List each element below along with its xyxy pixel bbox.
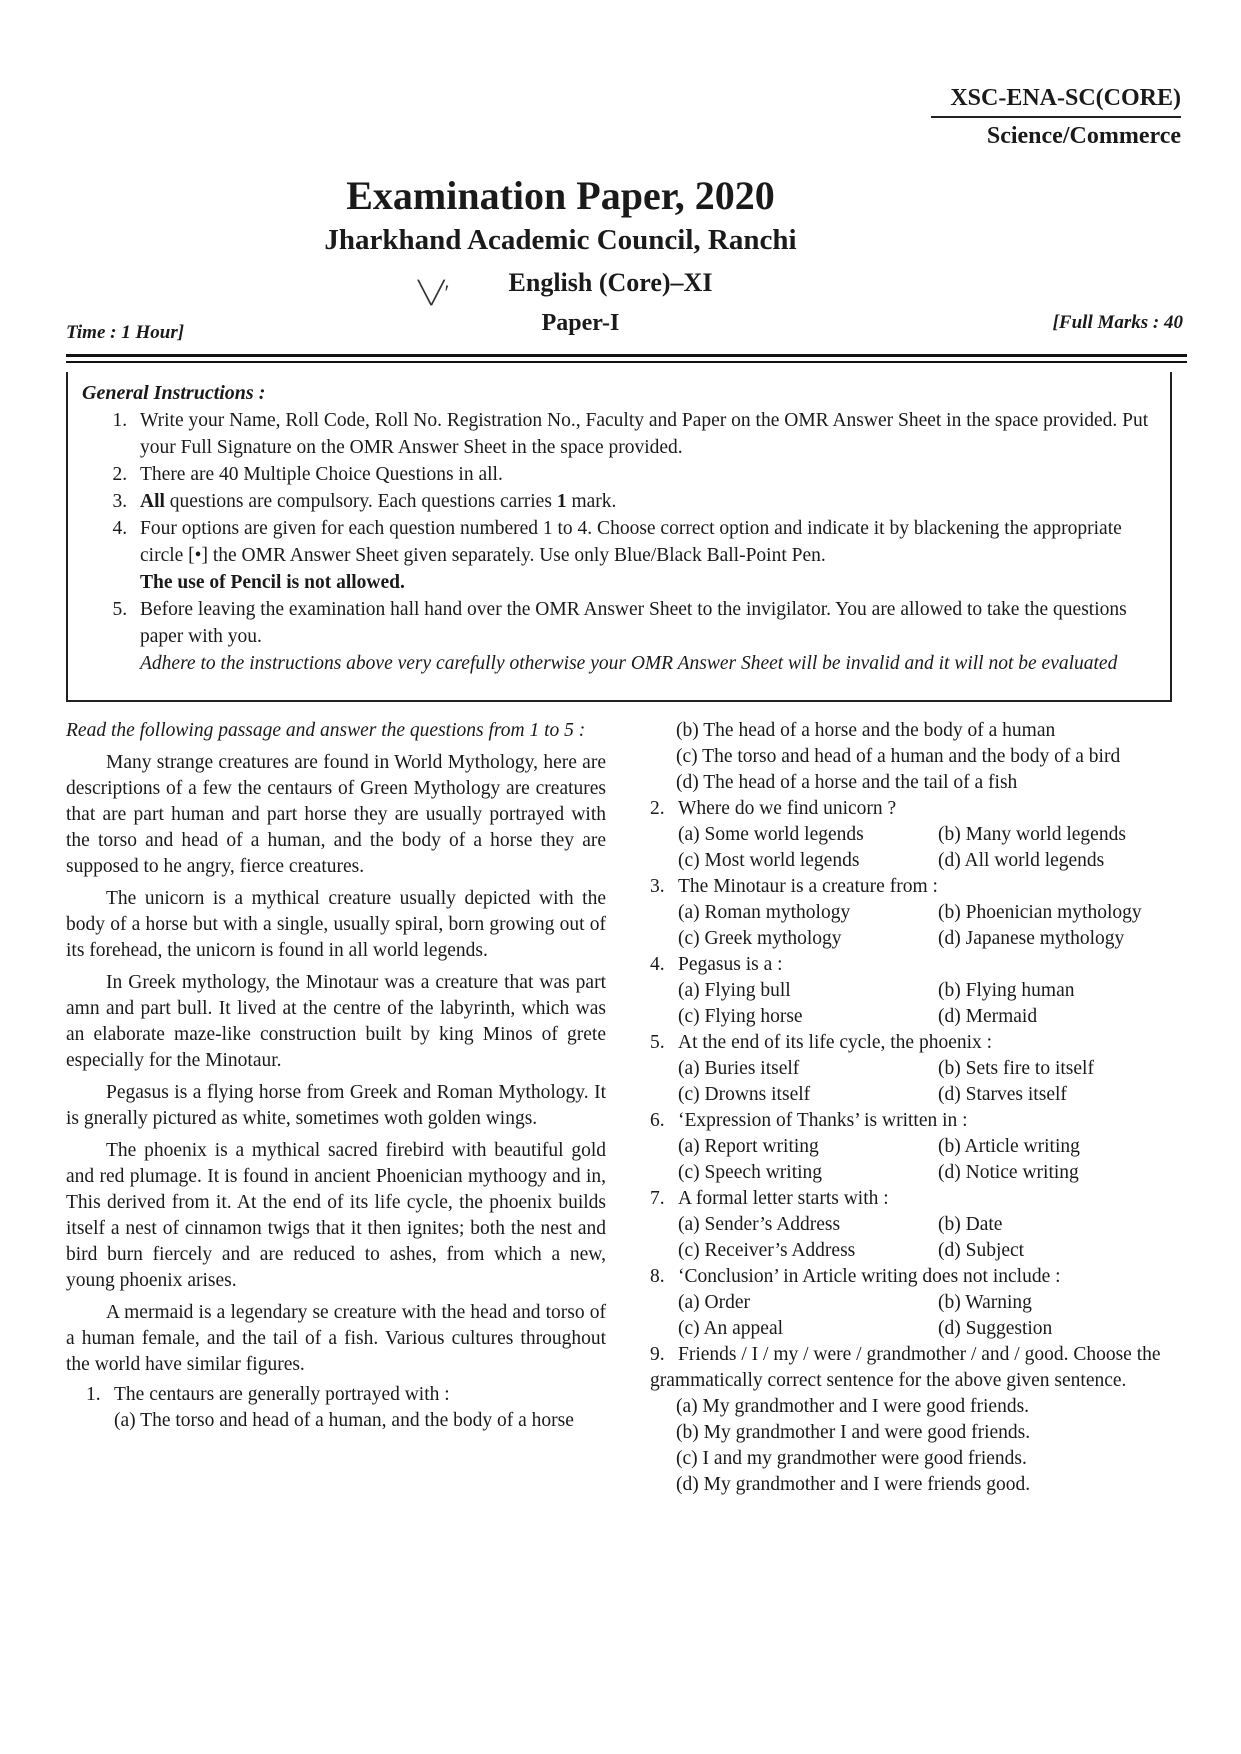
option-c: (c) An appeal [678,1318,784,1339]
question-number: 7. [650,1188,665,1209]
option-c: (c) Speech writing [678,1162,823,1183]
options-grid [650,822,1172,874]
instruction-text: questions are compulsory. Each questions carries [169,491,552,512]
left-column [66,718,606,1434]
option-b: (b) My grandmother I and were good friends. [676,1422,1031,1443]
passage-paragraph: Pegasus is a flying horse from Greek and Roman Mythology. It is gnerally pictured as white, sometimes woth golden wings. [66,1082,606,1129]
tick-mark-icon: ╲╱′ [418,280,450,305]
option-a: (a) Some world legends [678,824,864,845]
paper-name: Paper-I [541,310,620,336]
question-item [650,952,1172,1030]
options-grid [650,1290,1172,1342]
option-b: (b) The head of a horse and the body of a human [676,720,1056,741]
question-text: ‘Conclusion’ in Article writing does not include : [678,1266,1061,1287]
option-c: (c) Flying horse [678,1006,803,1027]
question-number: 8. [650,1266,665,1287]
question-stem [650,952,1172,978]
question-stem [650,1030,1172,1056]
question-number: 2. [650,798,665,819]
option-d: (d) Japanese mythology [938,928,1125,949]
instruction-bold: The use of Pencil is not allowed. [140,572,405,593]
header-rule-bottom [66,361,1187,363]
option-a: (a) Buries itself [678,1058,800,1079]
options-grid [650,978,1172,1030]
exam-title: Examination Paper, 2020 [346,173,775,218]
question-stem [650,796,1172,822]
question-stem [650,874,1172,900]
council-name: Jharkhand Academic Council, Ranchi [324,224,797,256]
time-allowed: Time : 1 Hour] [66,322,185,343]
question-number: 1. [86,1384,101,1405]
option-d: (d) The head of a horse and the tail of a fish [676,772,1018,793]
full-marks: [Full Marks : 40 [1052,312,1183,333]
question-text: A formal letter starts with : [678,1188,889,1209]
question-text: At the end of its life cycle, the phoenix : [678,1032,993,1053]
instructions-box [66,372,1172,702]
question-number: 4. [650,954,665,975]
option-d: (d) Notice writing [938,1162,1079,1183]
options-grid [650,1056,1172,1108]
question-stem [650,1108,1172,1134]
option-c: (c) Most world legends [678,850,860,871]
question-item [650,1186,1172,1264]
passage-paragraph: The unicorn is a mythical creature usually depicted with the body of a horse but with a single, usually spiral, born growing out of its forehead, the unicorn is found in all world legends. [66,888,606,961]
options-grid [650,900,1172,952]
question-item [650,1264,1172,1342]
question-text: The Minotaur is a creature from : [678,876,938,897]
instruction-item: 5. Before leaving the examination hall hand over the OMR Answer Sheet to the invigilator. You are allowed to take the questions paper with you. [132,596,1150,650]
instruction-text: mark. [571,491,617,512]
passage-paragraph: In Greek mythology, the Minotaur was a creature that was part amn and part bull. It lived at the centre of the labyrinth, which was an elaborate maze-like construction built by king Minos of grete especially for the Minotaur. [66,972,606,1071]
instruction-item: 1. Write your Name, Roll Code, Roll No. Registration No., Faculty and Paper on the OMR Answer Sheet in the space provided. Put your Full Signature on the OMR Answer Sheet in the space provided. [132,407,1150,461]
option-b: (b) Sets fire to itself [938,1058,1094,1079]
option-d: (d) Subject [938,1240,1025,1261]
question-number: 3. [650,876,665,897]
instruction-item [132,488,1150,515]
instructions-heading: General Instructions : [82,382,266,404]
instruction-text: Four options are given for each question numbered 1 to 4. Choose correct option and indicate it by blackening the appropriate circle [•] the OMR Answer Sheet given separately. Use only Blue/Black Ball-Point Pen. [140,518,1122,566]
passage-paragraph: Many strange creatures are found in World Mythology, here are descriptions of a few the centaurs of Green Mythology are creatures that are part human and part horse they are usually portrayed with the torso and head of a human, and the body of a horse they are supposed to he angry, fierce creatures. [66,752,606,877]
instruction-bold: 1 [556,491,567,512]
option-d: (d) My grandmother and I were friends good. [676,1474,1031,1495]
option-b: (b) Many world legends [938,824,1126,845]
option-b: (b) Phoenician mythology [938,902,1142,923]
code-divider [931,116,1181,118]
option-a: (a) Flying bull [678,980,791,1001]
question-item [650,874,1172,952]
option-c: (c) Receiver’s Address [678,1240,856,1261]
option-b: (b) Flying human [938,980,1075,1001]
option-d: (d) Suggestion [938,1318,1053,1339]
subject-name: English (Core)–XI [508,268,713,297]
right-column [650,718,1172,1498]
option-d: (d) Starves itself [938,1084,1067,1105]
question-text: Friends / I / my / were / grandmother / and / good. Choose the grammatically correct sentence for the above given sentence. [650,1344,1161,1391]
question-stem [650,1186,1172,1212]
option-d: (d) Mermaid [938,1006,1038,1027]
question-number: 5. [650,1032,665,1053]
question-1 [66,1382,606,1408]
option-a: (a) Roman mythology [678,902,851,923]
instructions-list [82,407,1150,650]
option-b: (b) Date [938,1214,1003,1235]
passage-lead: Read the following passage and answer the questions from 1 to 5 : [66,720,586,741]
option-c: (c) Drowns itself [678,1084,811,1105]
options-grid [650,1212,1172,1264]
option-a: (a) Sender’s Address [678,1214,841,1235]
question-text: The centaurs are generally portrayed with : [114,1384,450,1405]
option-c: (c) Greek mythology [678,928,842,949]
question-item [650,1030,1172,1108]
header-rule-top [66,354,1187,357]
question-text: Pegasus is a : [678,954,783,975]
question-number: 6. [650,1110,665,1131]
passage-paragraph: The phoenix is a mythical sacred firebird with beautiful gold and red plumage. It is found in ancient Phoenician mythoogy and in, This derived from it. At the end of its life cycle, the phoenix builds itself a nest of cinnamon twigs that it then ignites; both the nest and bird burn fiercely and are reduced to ashes, from which a new, young phoenix arises. [66,1140,606,1291]
question-stem [650,1264,1172,1290]
question-item [650,1108,1172,1186]
option-a: (a) Order [678,1292,750,1313]
paper-code: XSC-ENA-SC(CORE) [950,85,1181,111]
question-text: ‘Expression of Thanks’ is written in : [678,1110,968,1131]
passage-paragraph: A mermaid is a legendary se creature with the head and torso of a human female, and the tail of a fish. Various cultures throughout the world have similar figures. [66,1302,606,1375]
option-a: (a) The torso and head of a human, and the body of a horse [114,1410,574,1431]
question-number: 9. [650,1344,665,1365]
question-item [650,796,1172,874]
option-a: (a) My grandmother and I were good friends. [676,1396,1030,1417]
option-d: (d) All world legends [938,850,1105,871]
option-a: (a) Report writing [678,1136,819,1157]
paper-stream: Science/Commerce [986,123,1181,149]
paper-code-block [931,82,1181,152]
question-text: Where do we find unicorn ? [678,798,897,819]
instruction-item: 2. There are 40 Multiple Choice Questions in all. [132,461,1150,488]
question-9 [650,1342,1172,1394]
instructions-note: Adhere to the instructions above very carefully otherwise your OMR Answer Sheet will be invalid and it will not be evaluated [140,653,1118,674]
options-grid [650,1134,1172,1186]
question-list [650,796,1172,1342]
option-c: (c) The torso and head of a human and the body of a bird [676,746,1121,767]
option-c: (c) I and my grandmother were good friends. [676,1448,1027,1469]
option-b: (b) Warning [938,1292,1032,1313]
instruction-item [132,515,1150,596]
instruction-bold: All [140,491,165,512]
option-b: (b) Article writing [938,1136,1080,1157]
